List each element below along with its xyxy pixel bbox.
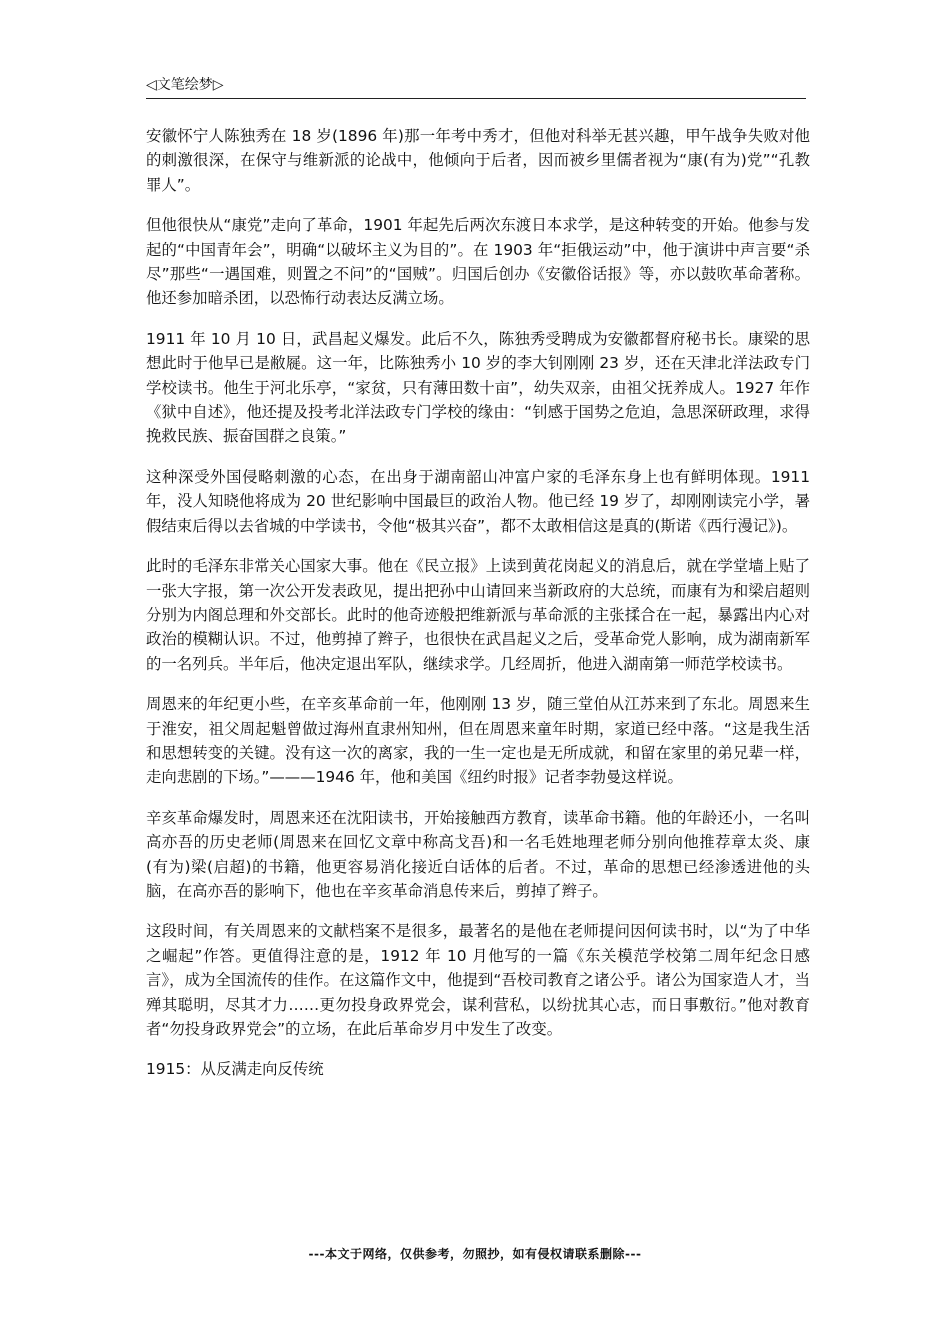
paragraph: 安徽怀宁人陈独秀在 18 岁(1896 年)那一年考中秀才，但他对科举无甚兴趣，甲午战争失败对他的刺激很深，在保守与维新派的论战中，他倾向于后者，因而被乡里儒者视为“康(有为)党”“孔教罪人”。 (146, 127, 810, 194)
paragraph: 此时的毛泽东非常关心国家大事。他在《民立报》上读到黄花岗起义的消息后，就在学堂墙上贴了一张大字报，第一次公开发表政见，提出把孙中山请回来当新政府的大总统，而康有为和梁启超则分别为内阁总理和外交部长。此时的他奇迹般把维新派与革命派的主张揉合在一起，暴露出内心对政治的模糊认识。不过，他剪掉了辫子，也很快在武昌起义之后，受革命党人影响，成为湖南新军的一名列兵。半年后，他决定退出军队，继续求学。几经周折，他进入湖南第一师范学校读书。 (146, 557, 810, 673)
page-header (146, 72, 806, 99)
paragraph: 但他很快从“康党”走向了革命，1901 年起先后两次东渡日本求学，是这种转变的开始。他参与发起的“中国青年会”，明确“以破坏主义为目的”。在 1903 年“拒俄运动”中，他于演讲中声言要“杀尽”那些“一遇国难，则置之不问”的“国贼”。归国后创办《安徽俗话报》等，亦以鼓吹革命著称。他还参加暗杀团，以恐怖行动表达反满立场。 (146, 216, 810, 308)
page-footer: ---本文于网络，仅供参考，勿照抄，如有侵权请联系删除--- (308, 1247, 642, 1261)
paragraph: 这种深受外国侵略刺激的心态，在出身于湖南韶山冲富户家的毛泽东身上也有鲜明体现。1911 年，没人知晓他将成为 20 世纪影响中国最巨的政治人物。他已经 19 岁了，却刚刚读完小学，暑假结束后得以去省城的中学读书，令他“极其兴奋”，都不太敢相信这是真的(斯诺《西行漫记》)。 (146, 467, 810, 535)
paragraph: 1911 年 10 月 10 日，武昌起义爆发。此后不久，陈独秀受聘成为安徽都督府秘书长。康梁的思想此时于他早已是敝屣。这一年，比陈独秀小 10 岁的李大钊刚刚 23 岁，还在天津北洋法政专门学校读书。他生于河北乐亭，“家贫，只有薄田数十亩”，幼失双亲，由祖父抚养成人。1927 年作《狱中自述》，他还提及投考北洋法政专门学校的缘由：“钊感于国势之危迫，急思深研政理，求得挽救民族、振奋国群之良策。” (146, 329, 810, 446)
header-title: ◁文笔绘梦▷ (146, 77, 224, 93)
section-heading: 1915：从反满走向反传统 (146, 1060, 324, 1079)
paragraph: 辛亥革命爆发时，周恩来还在沈阳读书，开始接触西方教育，读革命书籍。他的年龄还小，一名叫高亦吾的历史老师(周恩来在回忆文章中称高戈吾)和一名毛姓地理老师分别向他推荐章太炎、康(有为)梁(启超)的书籍，他更容易消化接近白话体的后者。不过，革命的思想已经渗透进他的头脑，在高亦吾的影响下，他也在辛亥革命消息传来后，剪掉了辫子。 (146, 808, 810, 900)
document-body (146, 124, 810, 1098)
paragraph: 周恩来的年纪更小些，在辛亥革命前一年，他刚刚 13 岁，随三堂伯从江苏来到了东北。周恩来生于淮安，祖父周起魁曾做过海州直隶州知州，但在周恩来童年时期，家道已经中落。“这是我生活和思想转变的关键。没有这一次的离家，我的一生一定也是无所成就，和留在家里的弟兄辈一样，走向悲剧的下场。”———1946 年，他和美国《纽约时报》记者李勃曼这样说。 (146, 695, 810, 787)
paragraph: 这段时间，有关周恩来的文献档案不是很多，最著名的是他在老师提问因何读书时，以“为了中华之崛起”作答。更值得注意的是，1912 年 10 月他写的一篇《东关模范学校第二周年纪念日感言》，成为全国流传的佳作。在这篇作文中，他提到“吾校司教育之诸公乎。诸公为国家造人才，当殚其聪明，尽其才力……更勿投身政界党会，谋利营私，以纷扰其心志，而日事敷衍。”他对教育者“勿投身政界党会”的立场，在此后革命岁月中发生了改变。 (146, 922, 810, 1038)
